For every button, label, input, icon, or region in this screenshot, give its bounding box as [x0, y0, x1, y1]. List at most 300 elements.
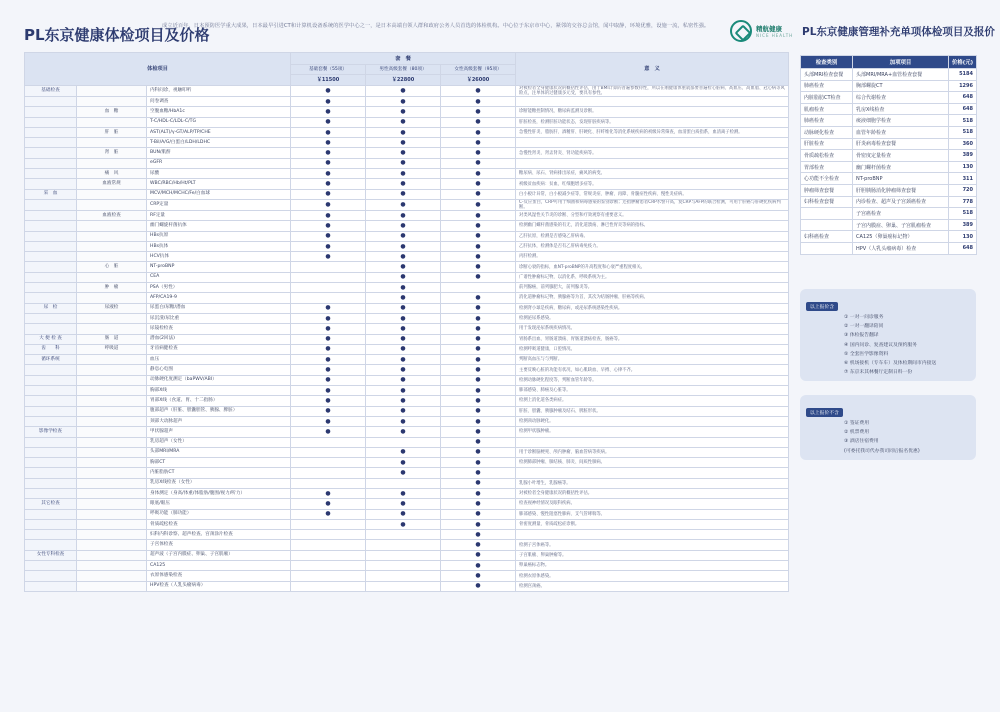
included-dot: ●	[366, 468, 441, 478]
row-item: 血压	[147, 355, 291, 365]
row-category	[25, 221, 77, 231]
empty-cell	[291, 458, 366, 468]
row-meaning: 肺部感染、慢性阻塞性肺病、支气管哮喘等。	[516, 509, 789, 519]
package-male: 男性高级套餐（80项）	[366, 65, 441, 75]
included-dot: ●	[441, 272, 516, 282]
table-row	[25, 396, 789, 406]
row-item: 内脏脂肪CT	[147, 468, 291, 478]
included-dot: ●	[441, 561, 516, 571]
included-dot: ●	[441, 499, 516, 509]
table-row	[25, 210, 789, 220]
row-item: 问卷调查	[147, 97, 291, 107]
row-category	[25, 386, 77, 396]
row-category: 其它检查	[25, 499, 77, 509]
table-row	[25, 221, 789, 231]
row-category	[25, 324, 77, 334]
row-category	[25, 375, 77, 385]
list-item: (可委托我司代办我司同后报名优惠)	[844, 448, 920, 454]
row-meaning	[516, 138, 789, 148]
included-dot: ●	[441, 571, 516, 581]
empty-cell	[291, 581, 366, 591]
row-meaning: 检查视神经情况及眼科疾病。	[516, 499, 789, 509]
list-item: ① 一对一问诊服务	[844, 315, 884, 320]
row-item: NT-proBNP	[147, 262, 291, 272]
table-row	[25, 468, 789, 478]
included-dot: ●	[366, 148, 441, 158]
addon-row	[801, 161, 977, 173]
included-dot: ●	[366, 365, 441, 375]
included-dot: ●	[441, 488, 516, 498]
row-category	[25, 117, 77, 127]
row-subcategory	[77, 519, 147, 529]
table-row	[25, 127, 789, 137]
row-category	[25, 179, 77, 189]
empty-cell	[291, 272, 366, 282]
addon-col-category: 检查类别	[801, 56, 853, 69]
row-meaning	[516, 158, 789, 168]
empty-cell	[366, 437, 441, 447]
addon-row	[801, 208, 977, 220]
row-item: 尿酸	[147, 169, 291, 179]
included-dot: ●	[441, 355, 516, 365]
row-subcategory	[77, 540, 147, 550]
row-category	[25, 406, 77, 416]
included-dot: ●	[366, 427, 441, 437]
row-category	[25, 468, 77, 478]
row-item: HBs抗体	[147, 241, 291, 251]
row-subcategory	[77, 313, 147, 323]
included-dot: ●	[291, 158, 366, 168]
included-dot: ●	[291, 127, 366, 137]
row-subcategory	[77, 138, 147, 148]
row-item: 头部MRI/MRA	[147, 447, 291, 457]
included-dot: ●	[441, 148, 516, 158]
empty-cell	[366, 540, 441, 550]
included-dot: ●	[366, 199, 441, 210]
addon-category: 胃部检查	[801, 161, 853, 173]
included-dot: ●	[291, 138, 366, 148]
addon-price: 518	[949, 126, 977, 138]
row-meaning	[516, 97, 789, 107]
included-dot: ●	[366, 107, 441, 117]
row-category	[25, 169, 77, 179]
empty-cell	[366, 530, 441, 540]
row-item: 潜血(2回法)	[147, 334, 291, 344]
row-category	[25, 293, 77, 303]
row-meaning: 丙肝检测。	[516, 252, 789, 262]
price-male: ￥22800	[366, 75, 441, 86]
excluded-list	[806, 419, 970, 456]
row-meaning: 检测泌尿系感染。	[516, 313, 789, 323]
row-meaning: C-反应蛋白，CRP可用于细菌和病毒感染的鉴别诊断；还指肿瘤患者CRP水警升高，复CRP与AFP的联合检测，可用于肝癌与肝硬化疾病判断。	[516, 199, 789, 210]
included-dot: ●	[366, 386, 441, 396]
addon-item: 血管年龄检查	[853, 126, 949, 138]
row-meaning: 白小板计异常，白小板减少症等，常规炎症、肿瘤、再障、骨髓症性疾病、慢性炎症病。	[516, 189, 789, 199]
included-dot: ●	[366, 231, 441, 241]
row-item: 乳房超声（女性）	[147, 437, 291, 447]
row-item: 幽门螺旋杆菌抗体	[147, 221, 291, 231]
included-dot: ●	[366, 396, 441, 406]
row-item: T-C/HDL-C/LDL-C/TG	[147, 117, 291, 127]
row-item: 妇科内科诊察、超声检查、宫颈涂片检查	[147, 530, 291, 540]
row-subcategory	[77, 561, 147, 571]
row-meaning: 检测动脉硬化程度等，判断血管年龄等。	[516, 375, 789, 385]
row-item: 胸部X线	[147, 386, 291, 396]
table-row	[25, 117, 789, 127]
included-dot: ●	[366, 324, 441, 334]
table-row	[25, 179, 789, 189]
row-category	[25, 365, 77, 375]
table-row	[25, 458, 789, 468]
row-meaning: 初级贫血疾病：贫血、红细胞增多症等。	[516, 179, 789, 189]
addon-item: 痰液细胞学检查	[853, 115, 949, 127]
row-item: PSA（男性）	[147, 283, 291, 293]
row-subcategory	[77, 458, 147, 468]
table-row	[25, 148, 789, 158]
logo-name: 精航健康	[756, 24, 782, 33]
addon-category: 心功能不全检查	[801, 173, 853, 185]
row-item: 超声波（子宫内膜症、卵巢、子宫肌瘤）	[147, 550, 291, 560]
addon-title: PL东京健康管理补充单项体检项目及报价	[802, 26, 995, 38]
row-item: HPV检查（人乳头瘤病毒）	[147, 581, 291, 591]
row-category	[25, 519, 77, 529]
row-subcategory	[77, 221, 147, 231]
row-subcategory	[77, 571, 147, 581]
addon-category: 肺癌检查	[801, 80, 853, 92]
row-meaning: 检测肺部肿瘤、肺结核、肺炎、间质性肺病。	[516, 458, 789, 468]
addon-category: 肝脏检查	[801, 138, 853, 150]
addon-price: 720	[949, 184, 977, 196]
included-dot: ●	[291, 86, 366, 97]
row-meaning: 诊断能糖控制情况，糖尿病监测及诊断。	[516, 107, 789, 117]
empty-cell	[291, 283, 366, 293]
row-item: 衣原体感染检查	[147, 571, 291, 581]
row-subcategory	[77, 488, 147, 498]
included-dot: ●	[441, 365, 516, 375]
addon-row	[801, 184, 977, 196]
table-row	[25, 519, 789, 529]
row-meaning: 检测甲状腺肿瘤。	[516, 427, 789, 437]
included-dot: ●	[291, 169, 366, 179]
included-dot: ●	[291, 406, 366, 416]
row-subcategory: 血液检查	[77, 210, 147, 220]
included-dot: ●	[441, 107, 516, 117]
row-meaning: 检测宫颈癌。	[516, 581, 789, 591]
included-dot: ●	[291, 509, 366, 519]
table-row	[25, 581, 789, 591]
row-category	[25, 478, 77, 488]
table-row	[25, 344, 789, 354]
row-subcategory	[77, 117, 147, 127]
row-category	[25, 283, 77, 293]
row-item: CA125	[147, 561, 291, 571]
table-row	[25, 107, 789, 117]
addon-col-item: 加项项目	[853, 56, 949, 69]
included-dot: ●	[441, 509, 516, 519]
row-subcategory: 肝 脏	[77, 127, 147, 137]
row-subcategory	[77, 468, 147, 478]
row-subcategory: 肿 瘤	[77, 283, 147, 293]
row-meaning: 急慢性肝炎、脂肪肝、酒精肝、肝硬化、肝纤维化等消化系统疾病的初级异常筛查，血清蛋白质指系，血清离子检测。	[516, 127, 789, 137]
included-dot: ●	[366, 406, 441, 416]
row-meaning: 检测颈动脉硬化。	[516, 416, 789, 426]
row-item: HBs抗原	[147, 231, 291, 241]
checkup-table	[24, 52, 789, 592]
row-meaning: 糖尿病、尿石、肾病排出尿症，痛风的病变。	[516, 169, 789, 179]
addon-price: 778	[949, 196, 977, 208]
addon-category: 骨质疏松检查	[801, 150, 853, 162]
row-subcategory: 血 糖	[77, 107, 147, 117]
addon-price: 311	[949, 173, 977, 185]
row-item: 呼吸功能（肺功能）	[147, 509, 291, 519]
included-dot: ●	[366, 447, 441, 457]
table-row	[25, 262, 789, 272]
addon-category: 头部MRI检查套餐	[801, 69, 853, 81]
addon-category	[801, 208, 853, 220]
row-category	[25, 571, 77, 581]
included-list	[806, 313, 970, 377]
addon-table	[800, 55, 977, 255]
included-dot: ●	[291, 324, 366, 334]
row-category	[25, 581, 77, 591]
excluded-box	[800, 395, 976, 460]
row-subcategory: 血液常规	[77, 179, 147, 189]
included-dot: ●	[441, 550, 516, 560]
table-row	[25, 561, 789, 571]
row-item: 胃部X线（食道、胃、十二指肠）	[147, 396, 291, 406]
included-dot: ●	[366, 262, 441, 272]
addon-row	[801, 219, 977, 231]
addon-item: 内诊检查、超声及子宫颈癌检查	[853, 196, 949, 208]
addon-row	[801, 231, 977, 243]
row-item: 空腹血糖/HbA1c	[147, 107, 291, 117]
addon-price: 5184	[949, 69, 977, 81]
row-subcategory	[77, 189, 147, 199]
included-dot: ●	[291, 355, 366, 365]
addon-row	[801, 173, 977, 185]
row-subcategory: 呼吸道	[77, 344, 147, 354]
table-row	[25, 199, 789, 210]
included-dot: ●	[441, 344, 516, 354]
col-package-header: 套 餐	[291, 53, 516, 65]
row-meaning: 消化道肿瘤标记物，胰腺癌等为首，其次为结肠肿瘤、肝癌等疾病。	[516, 293, 789, 303]
included-dot: ●	[441, 386, 516, 396]
included-dot: ●	[291, 396, 366, 406]
row-category	[25, 437, 77, 447]
row-category	[25, 138, 77, 148]
table-row	[25, 283, 789, 293]
included-dot: ●	[366, 499, 441, 509]
addon-price: 130	[949, 161, 977, 173]
included-dot: ●	[366, 293, 441, 303]
empty-cell	[291, 530, 366, 540]
included-dot: ●	[441, 231, 516, 241]
row-item: 颈部大动脉超声	[147, 416, 291, 426]
row-item: BUN/肌酐	[147, 148, 291, 158]
table-row	[25, 437, 789, 447]
row-subcategory	[77, 416, 147, 426]
addon-category: 妇科癌检查	[801, 231, 853, 243]
list-item: ③ 酒店住宿费用	[844, 439, 879, 445]
table-row	[25, 241, 789, 251]
included-dot: ●	[291, 252, 366, 262]
row-item: T-Bil/A/G/白蛋白/LDH/LDHC	[147, 138, 291, 148]
addon-category: 肿瘤筛查套餐	[801, 184, 853, 196]
addon-item: 乳房X线检查	[853, 103, 949, 115]
included-dot: ●	[366, 86, 441, 97]
included-dot: ●	[441, 427, 516, 437]
addon-item: NT-proBNP	[853, 173, 949, 185]
row-item: eGFR	[147, 158, 291, 168]
package-basic: 基础套餐（55项）	[291, 65, 366, 75]
row-subcategory	[77, 386, 147, 396]
included-dot: ●	[366, 416, 441, 426]
included-dot: ●	[441, 303, 516, 313]
row-item: MCV/MCH/MCHC/Fe/白血球	[147, 189, 291, 199]
table-row	[25, 509, 789, 519]
included-dot: ●	[441, 210, 516, 220]
addon-row	[801, 103, 977, 115]
row-meaning: 子宫肌瘤、卵巢肿瘤等。	[516, 550, 789, 560]
addon-category: 动脉硬化检查	[801, 126, 853, 138]
row-category	[25, 210, 77, 220]
included-dot: ●	[291, 179, 366, 189]
addon-category: 内脏脂肪CT检查	[801, 92, 853, 104]
row-subcategory	[77, 427, 147, 437]
row-meaning: 广谱性肿瘤标记物，以消化系、呼吸系统为主。	[516, 272, 789, 282]
included-badge: 以上报价含	[806, 302, 838, 311]
included-dot: ●	[366, 509, 441, 519]
row-meaning: 检测衣原体感染。	[516, 571, 789, 581]
included-dot: ●	[366, 272, 441, 282]
included-dot: ●	[441, 221, 516, 231]
checkup-table-body	[25, 86, 789, 592]
addon-row	[801, 92, 977, 104]
row-meaning: 对类风湿性关节炎的诊断、分型和疗效观察有重要意义。	[516, 210, 789, 220]
row-category	[25, 416, 77, 426]
row-category: 基础检查	[25, 86, 77, 97]
included-dot: ●	[291, 210, 366, 220]
table-row	[25, 375, 789, 385]
addon-row	[801, 115, 977, 127]
included-dot: ●	[441, 375, 516, 385]
table-row	[25, 540, 789, 550]
addon-item: 骨密度定量检查	[853, 150, 949, 162]
row-subcategory	[77, 375, 147, 385]
row-category: 尿 检	[25, 303, 77, 313]
table-row	[25, 530, 789, 540]
row-subcategory	[77, 231, 147, 241]
row-meaning: 检测肾小球是疾病，糖尿病，或泌尿系统感染性疾病。	[516, 303, 789, 313]
row-subcategory	[77, 406, 147, 416]
row-subcategory	[77, 324, 147, 334]
included-dot: ●	[291, 365, 366, 375]
included-dot: ●	[366, 210, 441, 220]
table-row	[25, 231, 789, 241]
row-meaning: 乙肝抗原，检测是否感染乙肝病毒。	[516, 231, 789, 241]
addon-price: 130	[949, 231, 977, 243]
addon-item: 肝炎病毒检查套餐	[853, 138, 949, 150]
row-item: AFP/CA19-9	[147, 293, 291, 303]
included-dot: ●	[441, 416, 516, 426]
row-subcategory	[77, 550, 147, 560]
row-item: 骨质疏松检查	[147, 519, 291, 529]
included-dot: ●	[441, 199, 516, 210]
row-category	[25, 127, 77, 137]
row-category	[25, 158, 77, 168]
table-row	[25, 427, 789, 437]
row-subcategory: 尿液检	[77, 303, 147, 313]
table-row	[25, 478, 789, 488]
empty-cell	[366, 550, 441, 560]
row-meaning: 骨密度测量，骨质疏松症诊断。	[516, 519, 789, 529]
addon-category: 肌瘤检查	[801, 103, 853, 115]
row-category	[25, 313, 77, 323]
empty-cell	[366, 478, 441, 488]
included-dot: ●	[291, 117, 366, 127]
addon-price: 518	[949, 115, 977, 127]
row-subcategory	[77, 293, 147, 303]
included-dot: ●	[441, 158, 516, 168]
addon-row	[801, 150, 977, 162]
row-meaning: 检测子宫体癌等。	[516, 540, 789, 550]
row-item: 身体测定（身高/体重/体脂肪/腹围/视力/听力）	[147, 488, 291, 498]
included-dot: ●	[366, 344, 441, 354]
row-category	[25, 540, 77, 550]
row-meaning: 检测幽门螺杆菌感染的有无，消化道溃疡、淋巴性胃炎等病的指标。	[516, 221, 789, 231]
row-category	[25, 458, 77, 468]
list-item: ② 一对一翻译陪同	[844, 324, 884, 330]
empty-cell	[291, 262, 366, 272]
table-row	[25, 406, 789, 416]
included-dot: ●	[366, 283, 441, 293]
row-category	[25, 97, 77, 107]
row-category	[25, 252, 77, 262]
row-item: 内科问诊，视触叩听	[147, 86, 291, 97]
table-row	[25, 386, 789, 396]
included-dot: ●	[441, 138, 516, 148]
included-dot: ●	[291, 386, 366, 396]
addon-price: 360	[949, 138, 977, 150]
row-category	[25, 396, 77, 406]
table-row	[25, 272, 789, 282]
addon-category	[801, 242, 853, 254]
addon-price: 648	[949, 103, 977, 115]
list-item: ② 机票费用	[844, 430, 870, 436]
included-dot: ●	[441, 447, 516, 457]
row-category: 影像学检查	[25, 427, 77, 437]
row-subcategory	[77, 241, 147, 251]
included-dot: ●	[366, 334, 441, 344]
row-category	[25, 241, 77, 251]
addon-price: 389	[949, 150, 977, 162]
row-item: 静息心电图	[147, 365, 291, 375]
included-dot: ●	[291, 488, 366, 498]
included-dot: ●	[291, 189, 366, 199]
included-dot: ●	[441, 519, 516, 529]
row-meaning: 检测呼吸道健康，口腔情况。	[516, 344, 789, 354]
row-meaning	[516, 468, 789, 478]
row-subcategory	[77, 252, 147, 262]
row-subcategory	[77, 396, 147, 406]
row-subcategory: 肠 道	[77, 334, 147, 344]
included-dot: ●	[366, 127, 441, 137]
included-dot: ●	[441, 86, 516, 97]
row-subcategory: 痛 风	[77, 169, 147, 179]
row-meaning: 主要反映心脏的功能有状况，如心肌缺血、早搏、心律不齐。	[516, 365, 789, 375]
table-row	[25, 169, 789, 179]
empty-cell	[291, 478, 366, 488]
